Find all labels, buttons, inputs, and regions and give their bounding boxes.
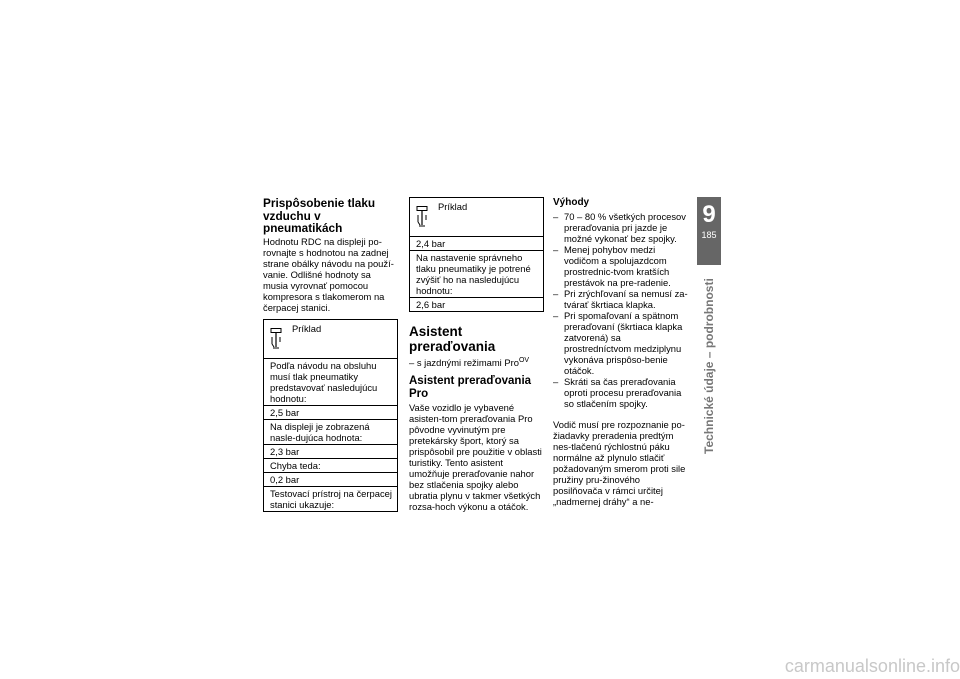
example-label: Príklad xyxy=(292,322,322,334)
example-row: Chyba teda: xyxy=(264,459,397,473)
page-number: 185 xyxy=(701,230,717,240)
example-box-1 xyxy=(263,319,398,512)
example-row: 2,4 bar xyxy=(410,237,543,251)
example-row: Testovací prístroj na čerpacej stanici ukazuje: xyxy=(270,487,392,510)
subtitle-shift-assistant-pro: Asistent preraďovania Pro xyxy=(409,375,532,401)
section-title-tire-pressure: Prispôsobenie tlaku vzduchu v pneumatikách xyxy=(263,196,376,235)
example-row: 0,2 bar xyxy=(264,473,397,487)
chapter-number: 9 xyxy=(702,201,716,228)
list-item: – Menej pohybov medzi vodičom a spolujazdcom prostrednic-tvom kratších prestávok na pre-radenie. xyxy=(553,244,689,288)
column-right xyxy=(553,197,689,507)
advantages-list xyxy=(553,211,689,409)
example-box-2 xyxy=(409,197,544,312)
requirement-line: – s jazdnými režimami Pro$^{OV}$ xyxy=(409,357,530,369)
example-row: Na displeji je zobrazená nasle-dujúca hodnota: xyxy=(264,420,397,445)
example-row: 2,6 bar xyxy=(416,299,446,310)
example-row: Podľa návodu na obsluhu musí tlak pneumatiky predstavovať nasledujúcu hodnotu: xyxy=(264,359,397,406)
example-box-header xyxy=(410,198,543,237)
example-row: Na nastavenie správneho tlaku pneumatiky je potrené zvýšiť ho na nasledujúcu hodnotu: xyxy=(410,251,543,298)
section-body-advantages: Vodič musí pre rozpoznanie po-žiadavky preradenia predtým nes-tlačenú rýchlostnú páku normálne až plynulo stlačiť požadovaným smerom proti sile pružiny pru-žinového posilňovača v rámci určitej „nadmernej dráhy“ a ne- xyxy=(553,419,686,507)
example-label: Príklad xyxy=(438,201,468,212)
column-middle xyxy=(409,197,544,512)
example-row: 2,3 bar xyxy=(264,445,397,459)
requirement-text: s jazdnými režimami Pro xyxy=(416,357,519,369)
section-title-shift-assistant: Asistent preraďovania xyxy=(409,324,496,354)
column-left xyxy=(263,197,398,512)
section-title-advantages: Výhody xyxy=(553,197,590,208)
list-item: – Skráti sa čas preraďovania oproti procesu preraďovania so stlačením spojky. xyxy=(553,376,689,409)
pressure-gauge-icon xyxy=(270,328,282,350)
pressure-gauge-icon xyxy=(416,206,428,228)
example-box-header xyxy=(264,320,397,359)
side-chapter-title: Technické údaje – podrobnosti xyxy=(702,278,716,454)
section-body-shift-assistant: Vaše vozidlo je vybavené asisten-tom preraďovania Pro pôvodne vyvinutým pre pretekársky šport, ktorý sa prispôsobil pre použitie v oblasti turistiky. Tento asistent umožňuje preraďovanie nahor bez stlačenia spojky alebo ubratia plynu v takmer všetkých rozsa-hoch výkonu a otáčok. xyxy=(409,402,542,513)
example-row: 2,5 bar xyxy=(264,406,397,420)
requirement-sup: OV xyxy=(518,357,530,364)
section-body-tire-pressure: Hodnotu RDC na displeji po-rovnajte s hodnotou na zadnej strane obálky návodu na použí-vanie. Odlišné hodnoty sa musia vyrovnať pomocou kompresora s tlakomerom na čerpacej stanici. xyxy=(263,235,394,313)
list-item: – Pri spomaľovaní a spätnom preraďovaní (škrtiaca klapka zatvorená) sa prostredníctvom medziplynu vykonáva prispôso-benie otáčok. xyxy=(553,310,689,376)
watermark: carmanualsonline.info xyxy=(784,656,960,676)
list-item: – 70 – 80 % všetkých procesov preraďovania pri jazde je možné vykonať bez spojky. xyxy=(553,211,689,244)
list-item: – Pri zrýchľovaní sa nemusí za-tvárať škrtiaca klapka. xyxy=(553,288,689,310)
